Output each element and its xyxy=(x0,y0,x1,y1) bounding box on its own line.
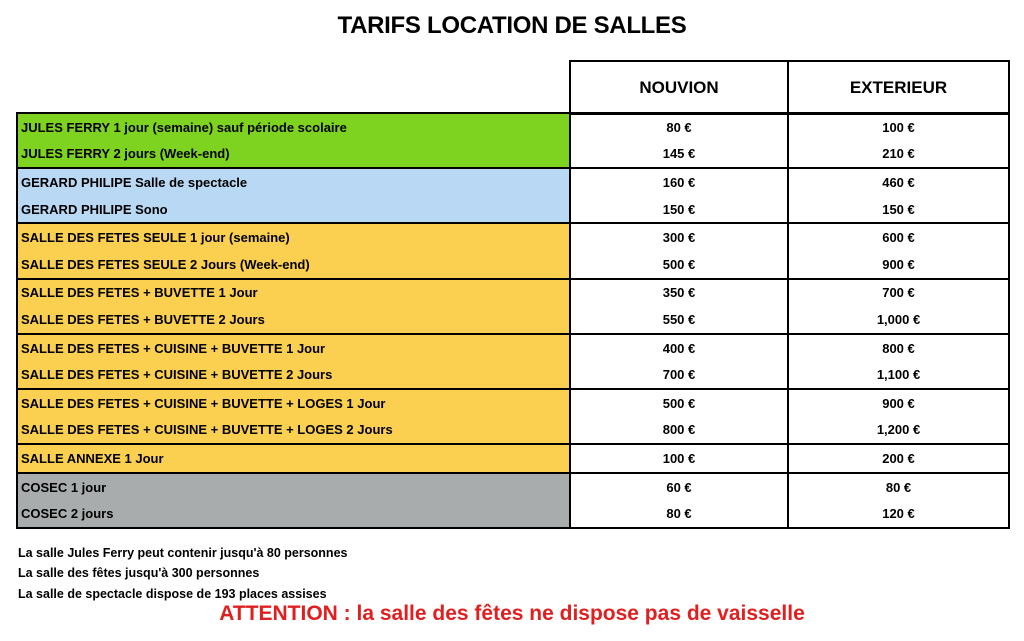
group-nouvion-prices xyxy=(571,114,789,167)
row-label: JULES FERRY 1 jour (semaine) sauf période scolaire xyxy=(21,119,347,135)
price-exterieur: 700 € xyxy=(882,285,915,301)
price-nouvion: 550 € xyxy=(662,311,696,327)
group-labels xyxy=(18,280,571,333)
table-group xyxy=(16,278,1010,335)
group-exterieur-prices xyxy=(789,474,1008,527)
price-nouvion: 800 € xyxy=(662,422,696,438)
price-nouvion: 500 € xyxy=(662,395,696,411)
row-label: COSEC 2 jours xyxy=(21,506,114,522)
price-exterieur: 1,100 € xyxy=(876,367,921,383)
price-nouvion: 145 € xyxy=(662,146,696,162)
group-nouvion-prices xyxy=(571,474,789,527)
price-nouvion: 500 € xyxy=(662,256,696,272)
group-exterieur-prices xyxy=(789,169,1008,222)
price-nouvion: 160 € xyxy=(662,174,696,190)
row-label: COSEC 1 jour xyxy=(21,479,107,495)
row-label: JULES FERRY 2 jours (Week-end) xyxy=(21,146,230,162)
attention-warning: ATTENTION : la salle des fêtes ne dispose pas de vaisselle xyxy=(219,602,805,625)
table-group xyxy=(16,388,1010,445)
row-label: SALLE DES FETES + CUISINE + BUVETTE 2 Jours xyxy=(21,367,333,383)
table-group xyxy=(16,112,1010,169)
price-nouvion: 300 € xyxy=(662,230,696,246)
price-nouvion: 700 € xyxy=(662,367,696,383)
table-group xyxy=(16,222,1010,279)
price-nouvion: 350 € xyxy=(662,285,696,301)
table-group xyxy=(16,472,1010,529)
group-labels xyxy=(18,224,571,277)
group-exterieur-prices xyxy=(789,114,1008,167)
row-label: SALLE DES FETES + BUVETTE 2 Jours xyxy=(21,311,265,327)
page-title: TARIFS LOCATION DE SALLES xyxy=(337,12,687,39)
price-nouvion: 150 € xyxy=(662,201,696,217)
table-group xyxy=(16,443,1010,474)
group-labels xyxy=(18,390,571,443)
table-group xyxy=(16,167,1010,224)
group-nouvion-prices xyxy=(571,280,789,333)
price-exterieur: 200 € xyxy=(882,450,915,466)
pricing-table xyxy=(16,114,1010,529)
row-label: SALLE DES FETES + BUVETTE 1 Jour xyxy=(21,285,258,301)
group-labels xyxy=(18,474,571,527)
column-header-exterieur: EXTERIEUR xyxy=(787,60,1010,115)
group-exterieur-prices xyxy=(789,224,1008,277)
column-header-nouvion: NOUVION xyxy=(569,60,789,115)
row-label: SALLE ANNEXE 1 Jour xyxy=(21,450,164,466)
group-exterieur-prices xyxy=(789,390,1008,443)
note-capacity-spectacle: La salle de spectacle dispose de 193 places assises xyxy=(18,586,327,601)
group-nouvion-prices xyxy=(571,445,789,472)
group-exterieur-prices xyxy=(789,445,1008,472)
price-exterieur: 80 € xyxy=(885,479,912,495)
price-exterieur: 1,000 € xyxy=(876,311,921,327)
group-exterieur-prices xyxy=(789,280,1008,333)
group-labels xyxy=(18,335,571,388)
notes xyxy=(18,543,347,604)
group-nouvion-prices xyxy=(571,224,789,277)
price-exterieur: 800 € xyxy=(882,340,915,356)
group-nouvion-prices xyxy=(571,169,789,222)
price-exterieur: 460 € xyxy=(882,174,915,190)
price-exterieur: 600 € xyxy=(882,230,915,246)
price-exterieur: 210 € xyxy=(882,146,915,162)
group-exterieur-prices xyxy=(789,335,1008,388)
price-exterieur: 120 € xyxy=(882,506,915,522)
price-nouvion: 60 € xyxy=(666,479,692,495)
row-label: GERARD PHILIPE Salle de spectacle xyxy=(21,174,248,190)
row-label: GERARD PHILIPE Sono xyxy=(21,201,168,217)
note-capacity-jules-ferry: La salle Jules Ferry peut contenir jusqu'à 80 personnes xyxy=(18,546,348,560)
price-exterieur: 900 € xyxy=(882,395,915,411)
row-label: SALLE DES FETES SEULE 2 Jours (Week-end) xyxy=(21,256,310,272)
row-label: SALLE DES FETES + CUISINE + BUVETTE + LOGES 2 Jours xyxy=(21,422,393,438)
price-exterieur: 1,200 € xyxy=(876,422,921,438)
price-nouvion: 100 € xyxy=(662,450,696,466)
row-label: SALLE DES FETES + CUISINE + BUVETTE + LOGES 1 Jour xyxy=(21,395,386,411)
price-exterieur: 900 € xyxy=(882,256,915,272)
row-label: SALLE DES FETES + CUISINE + BUVETTE 1 Jour xyxy=(21,340,326,356)
note-capacity-salle-des-fetes: La salle des fêtes jusqu'à 300 personnes xyxy=(18,566,260,581)
group-labels xyxy=(18,114,571,167)
group-nouvion-prices xyxy=(571,390,789,443)
group-nouvion-prices xyxy=(571,335,789,388)
table-group xyxy=(16,333,1010,390)
row-label: SALLE DES FETES SEULE 1 jour (semaine) xyxy=(21,230,290,246)
price-nouvion: 80 € xyxy=(666,506,692,522)
group-labels xyxy=(18,169,571,222)
price-exterieur: 100 € xyxy=(882,119,915,135)
price-nouvion: 80 € xyxy=(666,119,692,135)
group-labels xyxy=(18,445,571,472)
price-nouvion: 400 € xyxy=(662,340,696,356)
price-exterieur: 150 € xyxy=(882,201,915,217)
